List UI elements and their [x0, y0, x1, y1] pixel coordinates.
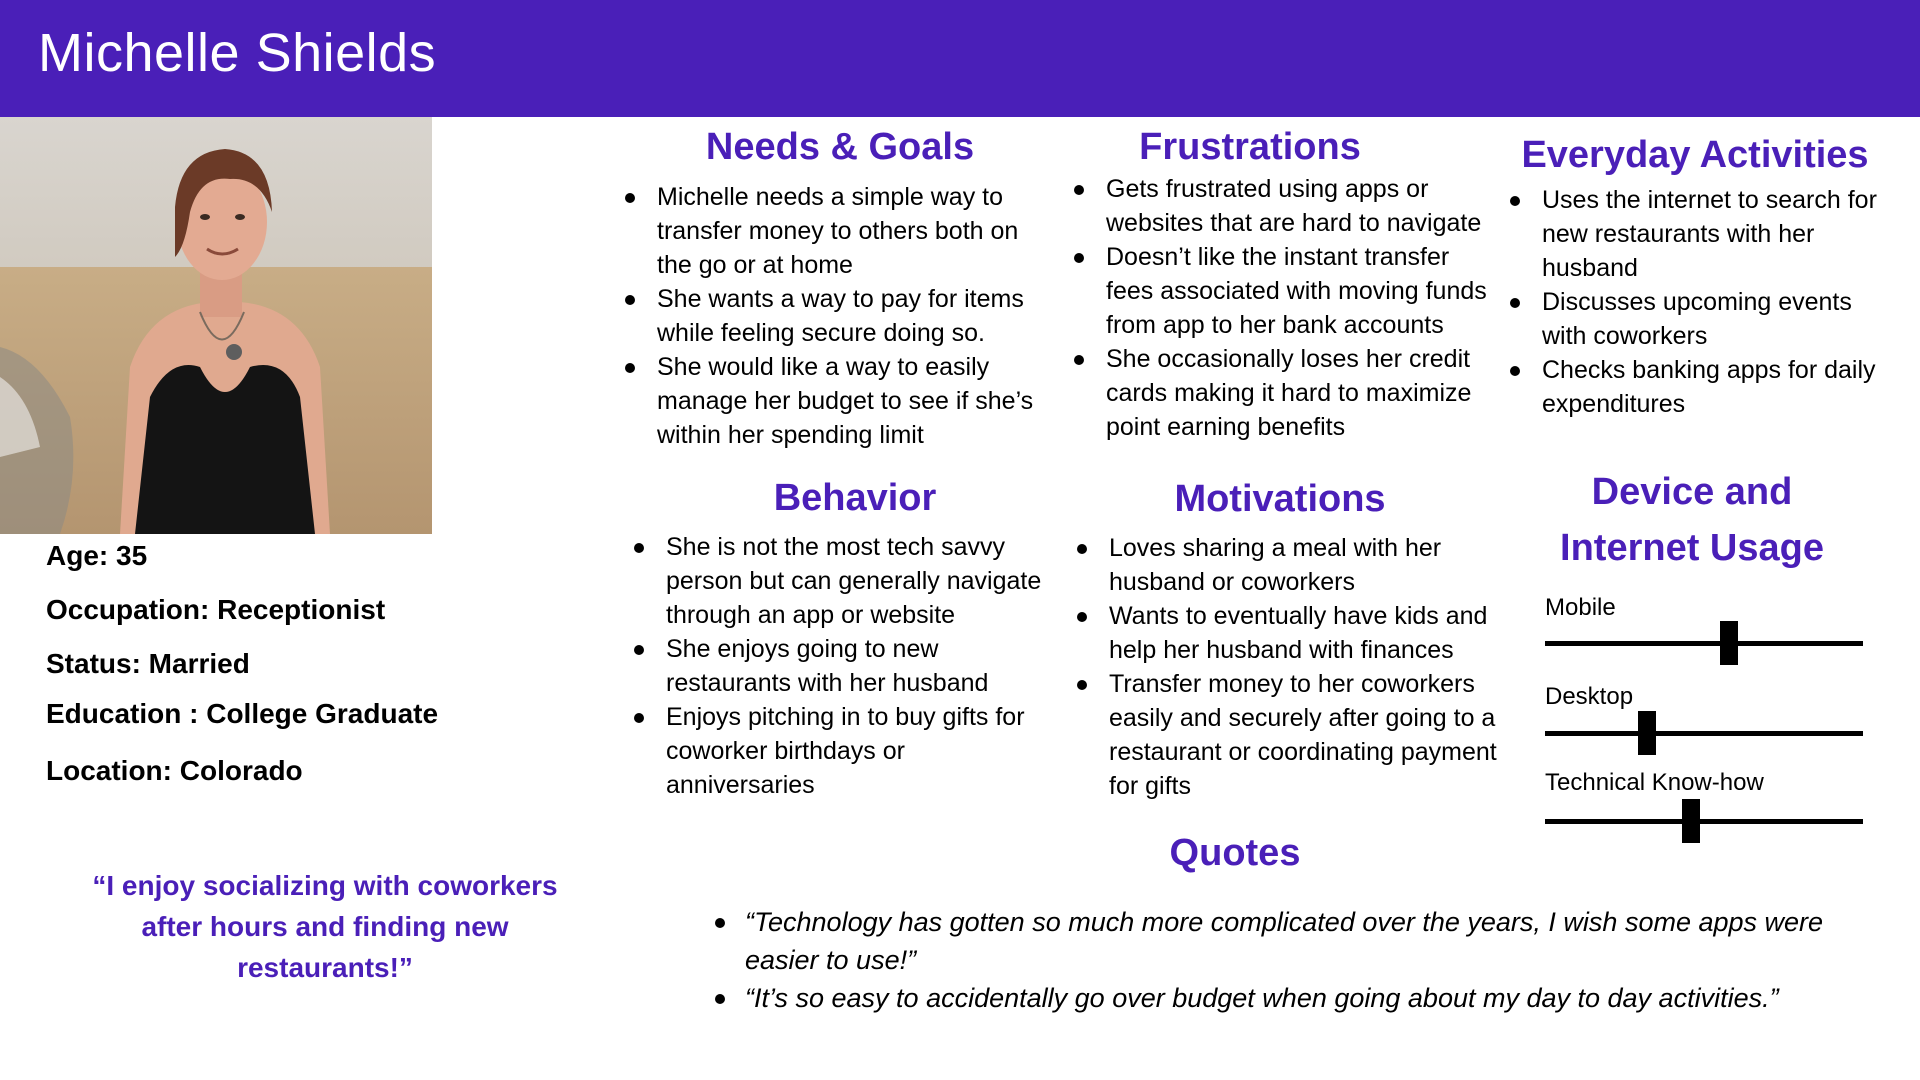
- list-item: She would like a way to easily manage her budget to see if she’s within her spending limit: [625, 350, 1045, 452]
- desktop-slider-track: [1545, 731, 1863, 736]
- device-usage-title: [1510, 464, 1874, 576]
- list-item: Enjoys pitching in to buy gifts for coworker birthdays or anniversaries: [634, 700, 1054, 802]
- persona-quote: “I enjoy socializing with coworkers after hours and finding new restaurants!”: [92, 870, 558, 983]
- everyday-list: [1510, 183, 1900, 421]
- everyday-title: Everyday Activities: [1521, 134, 1869, 176]
- tech-knowhow-slider-track: [1545, 819, 1863, 824]
- mobile-slider-label: Mobile: [1545, 594, 1616, 621]
- motivations-title: Motivations: [1174, 478, 1386, 520]
- quotes-list: [715, 903, 1875, 1017]
- tech-knowhow-slider-label: Technical Know-how: [1545, 769, 1764, 796]
- motivations-list: [1077, 531, 1497, 803]
- list-item: Checks banking apps for daily expenditures: [1510, 353, 1900, 421]
- list-item: Transfer money to her coworkers easily and securely after going to a restaurant or coordinating payment for gifts: [1077, 667, 1497, 803]
- quote-item: “It’s so easy to accidentally go over budget when going about my day to day activities.”: [715, 979, 1875, 1017]
- age-label: Age: 35: [46, 540, 148, 571]
- mobile-slider-track: [1545, 641, 1863, 646]
- list-item: Uses the internet to search for new restaurants with her husband: [1510, 183, 1900, 285]
- list-item: She wants a way to pay for items while feeling secure doing so.: [625, 282, 1045, 350]
- device-usage-title-line1: Device and: [1591, 471, 1793, 513]
- header-bar: [0, 0, 1920, 117]
- list-item: She is not the most tech savvy person but can generally navigate through an app or website: [634, 530, 1054, 632]
- mobile-slider-thumb: [1720, 621, 1738, 665]
- list-item: Gets frustrated using apps or websites that are hard to navigate: [1074, 172, 1494, 240]
- occupation-label: Occupation: Receptionist: [46, 594, 386, 625]
- quote-item: “Technology has gotten so much more complicated over the years, I wish some apps were easier to use!”: [715, 903, 1875, 979]
- behavior-list: [634, 530, 1054, 802]
- persona-photo: [0, 117, 432, 534]
- frustrations-list: [1074, 172, 1494, 444]
- needs-goals-title: Needs & Goals: [705, 126, 975, 168]
- list-item: She enjoys going to new restaurants with her husband: [634, 632, 1054, 700]
- desktop-slider-thumb: [1638, 711, 1656, 755]
- list-item: Discusses upcoming events with coworkers: [1510, 285, 1900, 353]
- list-item: Michelle needs a simple way to transfer money to others both on the go or at home: [625, 180, 1045, 282]
- status-label: Status: Married: [46, 648, 250, 679]
- list-item: Wants to eventually have kids and help her husband with finances: [1077, 599, 1497, 667]
- behavior-title: Behavior: [773, 477, 937, 519]
- device-usage-title-line2: Internet Usage: [1560, 527, 1824, 569]
- needs-goals-list: [625, 180, 1045, 452]
- location-label: Location: Colorado: [46, 755, 303, 786]
- education-label: Education : College Graduate: [46, 698, 439, 729]
- quotes-title: Quotes: [1169, 832, 1301, 874]
- list-item: Loves sharing a meal with her husband or coworkers: [1077, 531, 1497, 599]
- list-item: Doesn’t like the instant transfer fees associated with moving funds from app to her bank accounts: [1074, 240, 1494, 342]
- desktop-slider-label: Desktop: [1545, 683, 1634, 710]
- list-item: She occasionally loses her credit cards making it hard to maximize point earning benefits: [1074, 342, 1494, 444]
- persona-name: Michelle Shields: [38, 23, 437, 83]
- frustrations-title: Frustrations: [1139, 126, 1361, 168]
- tech-knowhow-slider-thumb: [1682, 799, 1700, 843]
